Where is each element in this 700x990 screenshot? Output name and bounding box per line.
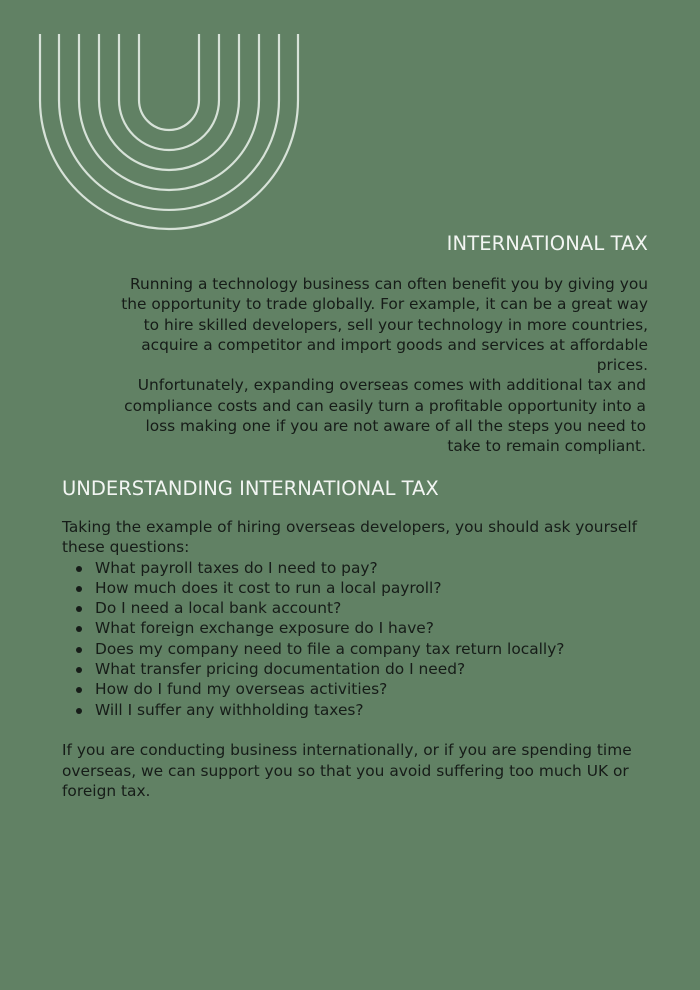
section-lead: Taking the example of hiring overseas developers, you should ask yourself these questions: bbox=[62, 518, 638, 557]
list-item: Do I need a local bank account? bbox=[62, 598, 662, 618]
concentric-arches-icon bbox=[38, 34, 302, 236]
section-body bbox=[62, 517, 662, 801]
list-item: How much does it cost to run a local payroll? bbox=[62, 578, 662, 598]
list-item: What foreign exchange exposure do I have? bbox=[62, 618, 662, 638]
list-item: How do I fund my overseas activities? bbox=[62, 679, 662, 699]
list-item: Will I suffer any withholding taxes? bbox=[62, 700, 662, 720]
intro-text bbox=[108, 274, 648, 457]
closing-paragraph: If you are conducting business internationally, or if you are spending time overseas, we can support you so that you avoid suffering too much UK or foreign tax. bbox=[62, 741, 632, 800]
questions-list bbox=[62, 558, 662, 720]
intro-paragraph: Unfortunately, expanding overseas comes with additional tax and compliance costs and can easily turn a profitable opportunity into a loss making one if you are not aware of all the steps you need to take to remain compliant. bbox=[124, 376, 646, 456]
list-item: What payroll taxes do I need to pay? bbox=[62, 558, 662, 578]
section-heading: UNDERSTANDING INTERNATIONAL TAX bbox=[62, 477, 439, 500]
intro-paragraph: Running a technology business can often benefit you by giving you the opportunity to trade globally. For example, it can be a great way to hire skilled developers, sell your technology in more countries, acquire a competitor and import goods and services at affordable prices. bbox=[121, 275, 648, 375]
page-title: INTERNATIONAL TAX bbox=[446, 232, 648, 255]
list-item: What transfer pricing documentation do I need? bbox=[62, 659, 662, 679]
list-item: Does my company need to file a company tax return locally? bbox=[62, 639, 662, 659]
